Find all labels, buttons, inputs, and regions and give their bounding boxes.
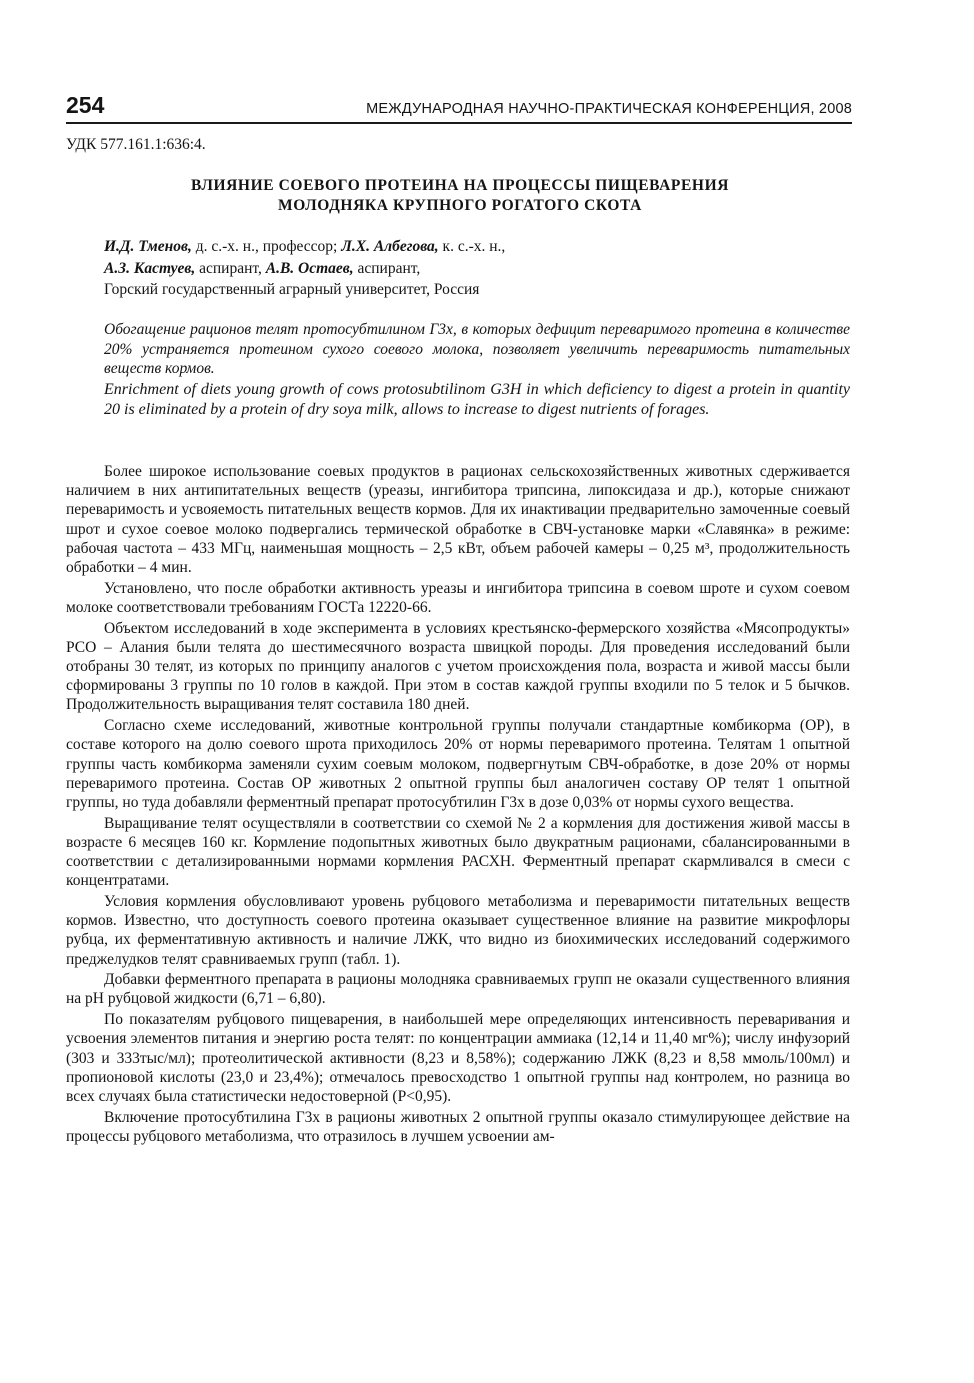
authors-line-1 <box>104 236 824 258</box>
authors-block <box>104 236 824 301</box>
article-title <box>80 176 840 216</box>
abstract-russian: Обогащение рационов телят протосубтилином Г3х, в которых дефицит переваримого протеина в количестве 20% устраняется протеином сухого соевого молока, позволяет увеличить переваримость питательных веществ кормов. <box>104 321 850 377</box>
author-name: А.З. Кастуев, <box>104 259 196 277</box>
author-title: к. с.-х. н., <box>438 238 506 255</box>
author-title: аспирант, <box>195 259 262 277</box>
body-paragraph: Включение протосубтилина Г3х в рационы животных 2 опытной группы оказало стимулирующее действие на процессы рубцового метаболизма, что отразилось в лучшем усвоении ам- <box>66 1108 850 1145</box>
author-name: Л.Х. Албегова, <box>341 238 439 255</box>
body-paragraph: Согласно схеме исследований, животные контрольной группы получали стандартные комбикорма (ОР), в составе которого на долю соевого шрота приходилось 20% от нормы переваримого протеина. Телятам 1 опытной группы часть комбикорма заменяли сухим соевым молоком, подвергнутым СВЧ-обработке, в дозе 20% от нормы переваримого протеина. Состав ОР животных 2 опытной группы был аналогичен составу ОР телят 1 опытной группы, но туда добавляли ферментный препарат протосубтилин Г3х в дозе 0,03% от нормы сухого вещества. <box>66 717 850 811</box>
body-paragraph: Установлено, что после обработки активность уреазы и ингибитора трипсина в соевом шроте и сухом соевом молоке соответствовали требованиям ГОСТа 12220-66. <box>66 579 850 616</box>
author-title: аспирант, <box>353 259 421 277</box>
abstract-english: Enrichment of diets young growth of cows protosubtilinom G3H in which deficiency to digest a protein in quantity 20 is eliminated by a protein of dry soya milk, allows to increase to digest nutrients of forages. <box>104 380 850 418</box>
body-paragraph: Добавки ферментного препарата в рационы молодняка сравниваемых групп не оказали существенного влияния на pH рубцовой жидкости (6,71 – 6,80). <box>66 971 850 1008</box>
affiliation: Горский государственный аграрный университет, Россия <box>104 281 480 298</box>
header-divider <box>66 122 852 124</box>
body-paragraph: Условия кормления обусловливают уровень рубцового метаболизма и переваримости питательных веществ кормов. Известно, что доступность соевого протеина оказывает существенное влияние на развитие микрофлоры рубца, их ферментативную активность и наличие ЛЖК, что видно из биохимических исследований содержимого преджелудков телят сравниваемых групп (табл. 1). <box>66 892 850 968</box>
author-name: И.Д. Тменов, <box>104 238 192 255</box>
abstract <box>104 320 850 421</box>
article-body <box>66 462 850 1148</box>
title-line-1: ВЛИЯНИЕ СОЕВОГО ПРОТЕИНА НА ПРОЦЕССЫ ПИЩЕВАРЕНИЯ <box>190 177 730 194</box>
udc-code: УДК 577.161.1:636:4. <box>66 136 206 153</box>
author-title: д. с.-х. н., профессор; <box>191 238 338 255</box>
author-name: А.В. Остаев, <box>265 259 354 277</box>
body-paragraph: По показателям рубцового пищеварения, в наибольшей мере определяющих интенсивность переваривания и усвоения элементов питания и энергию роста телят: по концентрации аммиака (12,14 и 11,40 мг%); числу инфузорий (303 и 333тыс/мл); протеолитической активности (8,23 и 8,58%); содержанию ЛЖК (8,23 и 8,58 ммоль/100мл) и пропионовой кислоты (23,0 и 23,4%); отмечалось превосходство 1 опытной группы над контролем, но разница во всех случаях была статистически недостоверной (P<0,95). <box>66 1011 850 1105</box>
running-header <box>66 94 852 117</box>
body-paragraph: Объектом исследований в ходе эксперимента в условиях крестьянско-фермерского хозяйства «Мясопродукты» РСО – Алания были телята до шестимесячного возраста швицкой породы. Для проведения исследований были отобраны 30 телят, из которых по принципу аналогов с учетом происхождения пола, возраста и живой массы были сформированы 3 группы по 10 голов в каждой. При этом в состав каждой группы входили по 5 телок и 5 бычков. Продолжительность выращивания телят составила 180 дней. <box>66 619 850 714</box>
body-paragraph: Более широкое использование соевых продуктов в рационах сельскохозяйственных животных сдерживается наличием в них антипитательных веществ (уреазы, ингибитора трипсина, липоксидаза и др.), которые снижают переваримость и усвояемость питательных веществ кормов. Для их инактивации предварительно замоченные соевый шрот и сухое соевое молоко подвергались термической обработке в СВЧ-установке марки «Славянка» в режиме: рабочая частота – 433 МГц, наименьшая мощность – 2,5 кВт, объем рабочей камеры – 0,25 м³, продолжительность обработки – 4 мин. <box>66 463 850 577</box>
authors-line-2 <box>104 258 824 280</box>
page-number: 254 <box>66 92 105 118</box>
body-paragraph: Выращивание телят осуществляли в соответствии со схемой № 2 а кормления для достижения живой массы в возрасте 6 месяцев 160 кг. Кормление подопытных животных было двукратным рационами, сбалансированными в соответствии с детализированными нормами кормления РАСХН. Ферментный препарат скармливался в смеси с концентратами. <box>66 814 850 890</box>
conference-title: МЕЖДУНАРОДНАЯ НАУЧНО-ПРАКТИЧЕСКАЯ КОНФЕРЕНЦИЯ, 2008 <box>366 101 852 117</box>
title-line-2: МОЛОДНЯКА КРУПНОГО РОГАТОГО СКОТА <box>278 197 642 214</box>
